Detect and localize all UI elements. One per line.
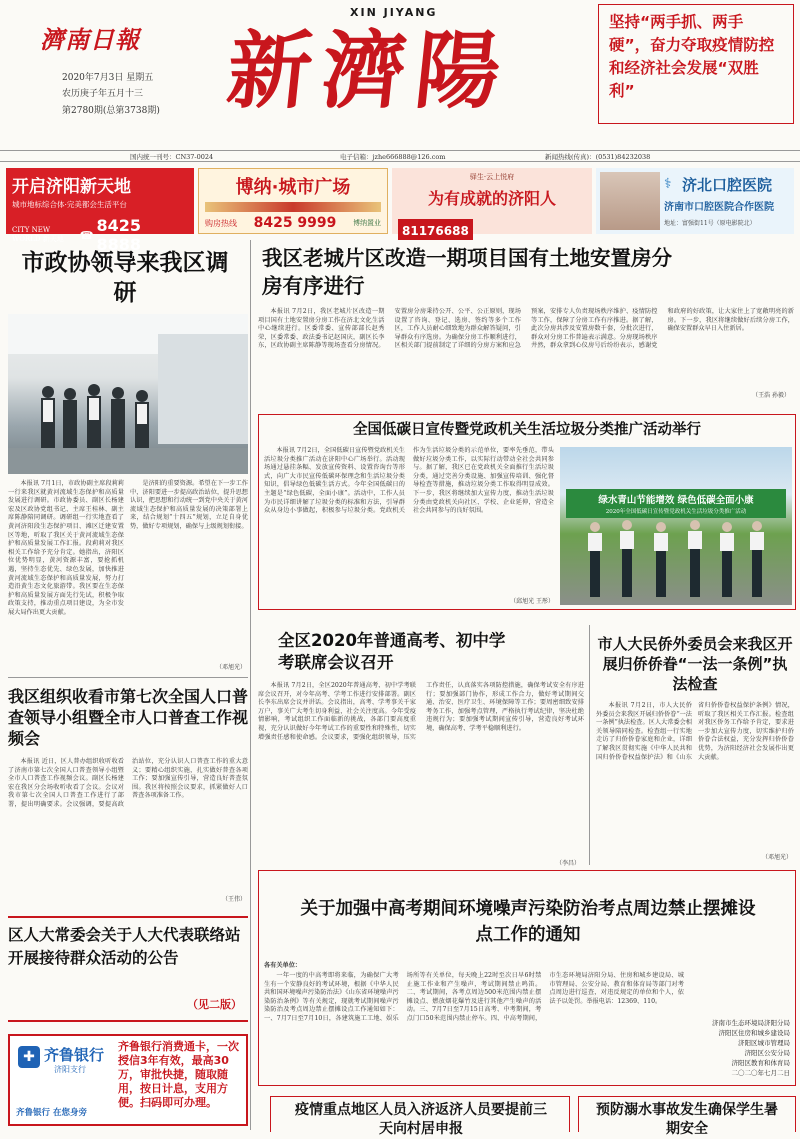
ad4-photo: [600, 172, 660, 230]
bank-branch: 济阳支行: [54, 1065, 86, 1074]
photo-illustration: [8, 314, 248, 474]
garbage-signature: （邱旭光 王彤）: [510, 598, 554, 605]
garbage-headline: 全国低碳日宣传暨党政机关生活垃圾分类推广活动举行: [353, 422, 701, 438]
hotline: 新闻热线(传真)：(0531)84232038: [545, 153, 651, 161]
col-divider: [250, 240, 251, 1130]
ad3-title: 为有成就的济阳人: [427, 189, 556, 208]
bank-offer: 齐鲁银行消费通卡，一次授信3年有效，最高30万，审批快捷，随取随用，按日计息，支用方便。扫码即可办理。: [118, 1040, 239, 1109]
ad3-phone-row: [398, 219, 473, 240]
tooth-icon: ⚕: [664, 176, 672, 192]
overseas-headline: 市人大民侨外委员会来我区开展归侨侨眷“一法一条例”执法检查: [597, 635, 793, 693]
noise-headline: 关于加强中高考期间环境噪声污染防治考点周边禁止摆摊设点工作的通知: [300, 899, 756, 945]
newspaper-logo: 濟南日報: [40, 25, 140, 54]
ad2-strip: [205, 202, 381, 212]
masthead-pinyin: XIN JIYANG: [350, 6, 438, 19]
ad3-tag: 驿生·云上悦府: [469, 173, 515, 181]
gaokao-body: 本报讯 7月2日，全区2020年普通高考、初中学考联席会议召开，对今年高考、学考工作进行安排部署。副区长李东出席会议并讲话。会议指出，高考、学考事关千家万户，事关广大考生切身利益，社会关注度高。今年受疫情影响，考试组织工作面临新的挑战，各部门要高度重视，充分认识做好今年考试工作的重要性和特殊性，切实增强责任感和使命感。会议要求，要强化组织领导，压实工作责任，认真落实各项防控措施，确保考试安全有序进行；要加强部门协作，形成工作合力，做好考试期间交通、治安、医疗卫生、环境保障等工作；要周密细致安排考务工作，加强考点管理，严格执行考试纪律，坚决杜绝违规行为；要加强考试期间宣传引导，营造良好考试环境，确保高考、学考平稳顺利进行。: [258, 682, 584, 741]
article2-signature: （王伟）: [221, 896, 246, 903]
slogan-box: [598, 4, 794, 124]
noise-org: 济阳区城市管理局: [738, 1039, 790, 1047]
article2-headline: 我区组织收看市第七次全国人口普查领导小组暨全市人口普查工作视频会: [8, 687, 249, 748]
slogan-text: 坚持“两手抓、两手硬”，奋力夺取疫情防控和经济社会发展“双胜利”: [609, 13, 775, 100]
ad2-phone: 8425 9999: [253, 215, 337, 231]
ad4-sub: 济南市口腔医院合作医院: [664, 202, 774, 213]
ad-dental-hospital[interactable]: [596, 168, 794, 234]
ad1-title: 开启济阳新天地: [12, 177, 131, 197]
bank-logo-icon: ✚: [18, 1046, 40, 1068]
noise-date: 二〇二〇年七月二日: [731, 1069, 790, 1077]
garbage-people: [560, 447, 792, 605]
article1-caption: 是济阳的重要资源。希望在下一步工作中，济阳要进一步提高政治站位，提升思想认识，把思想和行动统一到党中央关于黄河流域生态保护和高质量发展的决策部署上来，结合规划“十四五”规划，立足自身优势，做好专项规划，确保与上级规划衔接。: [130, 480, 248, 530]
epidemic-headline: 疫情重点地区人员入济返济人员要提前三天向村居申报: [295, 1102, 547, 1137]
noise-org: 济阳区住房和城乡建设局: [718, 1029, 790, 1037]
notice-headline: 区人大常委会关于人大代表联络站开展接待群众活动的公告: [8, 926, 241, 967]
issue-date: 2020年7月3日 星期五: [62, 73, 154, 83]
cn-code: 国内统一刊号：CN37-0024: [130, 153, 214, 161]
ad-yunshang[interactable]: [392, 168, 592, 238]
email: 电子信箱：jzhe666888@126.com: [340, 153, 446, 161]
overseas-body: 本报讯 7月2日，市人大民侨外委员会来我区开展归侨侨眷“一法一条例”执法检查。区人大常委会相关领导陪同检查。检查组一行实地走访了归侨侨眷家庭和企业，详细了解我区贯彻实施《中华人民共和国归侨侨眷权益保护法》和《山东省归侨侨眷权益保护条例》情况，听取了我区相关工作汇报。检查组对我区侨务工作给予肯定，要求进一步加大宣传力度，切实维护归侨侨眷合法权益，充分发挥归侨侨眷优势，为济阳经济社会发展作出更大贡献。: [596, 702, 794, 761]
ad3-phone: 81176688: [402, 224, 469, 238]
ad4-title: 济北口腔医院: [682, 176, 773, 194]
article1-photo: [8, 314, 248, 474]
masthead-title: 新濟陽: [222, 21, 516, 120]
ad1-phone: 8425 8888: [96, 216, 141, 254]
article1-headline: 市政协领导来我区调研: [21, 250, 229, 306]
lunar-date: 农历庚子年五月十三: [62, 89, 144, 99]
issue-number: 第2780期(总第3738期): [62, 106, 160, 116]
bank-name: 齐鲁银行: [44, 1046, 105, 1064]
ad4-addr: 地址：富强街11号（原电影院北）: [664, 220, 756, 227]
overseas-signature: （邓旭光）: [761, 854, 792, 861]
noise-body: 一年一度的中高考即将来临，为确保广大考生有一个安静良好的考试环境，根据《中华人民共和国环境噪声污染防治法》《山东省环境噪声污染防治条例》等有关规定，现就考试期间噪声污染防治及考点周边禁止摆摊设点工作通知如下：一、7月7日至7月10日，各建筑施工工地、娱乐场所等有关单位，每天晚上22时至次日早6时禁止施工作业和产生噪声，考试期间禁止鸣笛。二、考试期间，各考点周边500米范围内禁止摆摊设点、燃放烟花爆竹及进行其他产生噪声的活动。三、7月7日至7月15日高考、中考期间，考点门口50米范围内禁止停车。四、中高考期间，市生态环境局济阳分局、住房和城乡建设局、城市管理局、公安分局、教育和体育局等部门对考点周边进行巡查，对违反规定的单位和个人，依法予以处罚。举报电话：12369、110。: [264, 972, 684, 1022]
ad1-sub: 城市地标综合体·完美都会生活平台: [12, 200, 127, 209]
noise-orgs: [690, 1018, 790, 1078]
lead-headline: 我区老城片区改造一期项目国有土地安置房分房有序进行: [262, 246, 672, 298]
info-bar: [0, 150, 800, 162]
article1-body: 本报讯 7月1日，市政协副主席段莉莉一行来我区就黄河流域生态保护和高质量发展进行调研。市政协委员、副区长杨建宏及区政协党组书记、主席王桂林、副主席陈静陪同调研。调研组一行实地查看了黄河济阳段生态保护项目、滩区迁建安置区等地，听取了我区关于黄河流域生态保护和高质量发展工作汇报。段莉莉对我区相关工作给予充分肯定。她指出，济阳区位优势明显，黄河资源丰富，要抢抓机遇，坚持生态优先、绿色发展，加快推进黄河流域生态保护和高质量发展，努力打造沿黄生态文化旅游带。我区要在生态保护和高质量发展方面先行先试，积极争取政策支持，推动重点项目建设，为全市发展大局作出更大贡献。: [8, 480, 124, 616]
ad2-partner: 博纳置业: [353, 219, 381, 227]
bank-tagline: 齐鲁银行 在您身旁: [16, 1108, 87, 1118]
garbage-banner-sub: 2020年全国低碳日宣传暨党政机关生活垃圾分类推广活动: [605, 509, 747, 515]
drown-headline: 预防溺水事故发生确保学生暑期安全: [596, 1102, 778, 1137]
notice-see-page[interactable]: （见二版）: [187, 998, 242, 1011]
notice-box[interactable]: [8, 916, 248, 1022]
noise-org: 济阳区公安分局: [744, 1049, 790, 1057]
article2-body: 本报讯 近日，区人普办组织收听收看了济南市第七次全国人口普查领导小组暨全市人口普查工作视频会议。副区长杨建宏在我区分会场收听收看了会议。会议对我市第七次全国人口普查工作进行了部署，提出明确要求。会议强调，要提高政治站位，充分认识人口普查工作的重大意义；要精心组织实施，扎实做好普查各项工作；要加强宣传引导，营造良好普查氛围。我区将按照会议要求，抓紧做好人口普查各项准备工作。: [8, 758, 248, 808]
noise-org: 济阳区教育和体育局: [731, 1059, 790, 1067]
lead-signature: （王浩 孙毅）: [752, 392, 790, 399]
col-divider-2: [589, 625, 590, 865]
garbage-banner-text: 绿水青山节能增效 绿色低碳全面小康: [598, 495, 754, 506]
phone-icon: ☎: [79, 228, 94, 242]
ad2-title: 博纳·城市广场: [235, 177, 351, 198]
rule-1: [8, 677, 248, 678]
gaokao-headline: 全区2020年普通高考、初中学考联席会议召开: [278, 631, 506, 672]
bank-ad[interactable]: [8, 1034, 248, 1126]
lead-body: 本报讯 7月2日，我区老城片区改造一期项目国有土地安置房分房工作在济北文化生活中心继续进行。区委常委、宣传部部长赵秀荣，区委常委、政法委书记赵国庆，副区长李东，区政协副主席陈静等现场查看分房情况。安置房分房秉持公开、公平、公正原则，现场设置了咨询、登记、选房、签约等多个工作区，工作人员耐心细致地为群众解答疑问，引导群众有序选房。为确保分房工作顺利进行，区相关部门提前制定了详细的分房方案和应急预案，安排专人负责现场秩序维护、疫情防控等工作，保障了分房工作有序推进。据了解，此次分房共涉及安置房数千套，分批次进行，群众对分房工作普遍表示满意。分房现场秩序井然，群众拿到心仪房号后纷纷表示，感谢党和政府的好政策，让大家住上了宽敞明亮的新房。下一步，我区将继续做好后续分房工作，确保安置群众早日入住新居。: [258, 308, 794, 350]
article1-signature: （邓旭光）: [215, 664, 246, 671]
garbage-body: 本报讯 7月2日，全国低碳日宣传暨党政机关生活垃圾分类推广活动在济阳中心广场举行。活动现场通过悬挂条幅、发放宣传资料、设置咨询台等形式，向广大市民宣传低碳环保理念和生活垃圾分类知识，倡导绿色低碳生活方式。今年全国低碳日的主题是“绿色低碳，全面小康”。活动中，工作人员为市民详细讲解了垃圾分类的标准和方法，引导群众从身边小事做起，积极参与垃圾分类。党政机关作为生活垃圾分类的示范单位，要率先垂范，带头做好垃圾分类工作，以实际行动带动全社会共同参与。据了解，我区已在党政机关全面推行生活垃圾分类，通过完善分类设施、加强宣传培训、强化督导检查等措施，推动垃圾分类工作取得明显成效。下一步，我区将继续加大宣传力度，推动生活垃圾分类由党政机关向社区、学校、企业延伸，营造全社会共同参与的良好氛围。: [264, 447, 554, 515]
garbage-photo: [560, 447, 792, 605]
gaokao-signature: （李昌）: [555, 860, 580, 867]
ad-bona-plaza[interactable]: [198, 168, 388, 234]
noise-org: 济南市生态环境局济阳分局: [712, 1019, 790, 1027]
ad1-brand: CITY NEW WORLD 新天地: [12, 226, 64, 243]
ad2-label: 购房热线: [205, 218, 237, 228]
ad-new-world[interactable]: [6, 168, 194, 254]
noise-intro: 各有关单位：: [264, 962, 302, 969]
